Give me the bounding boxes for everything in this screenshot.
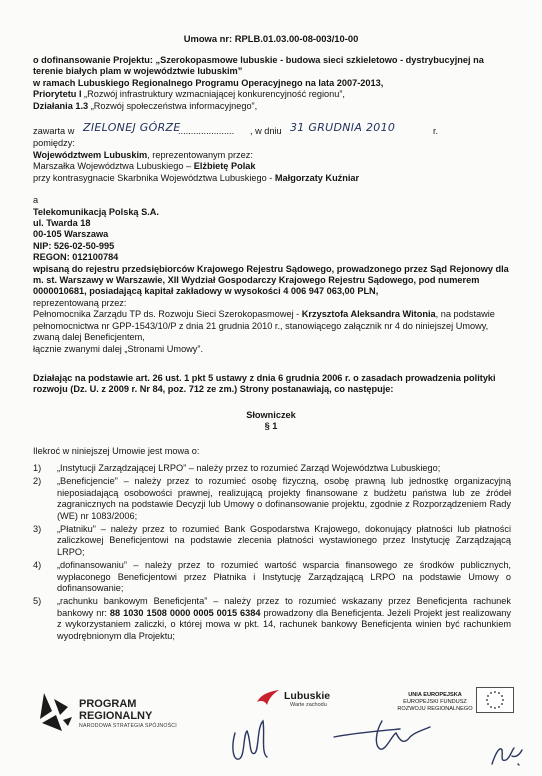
- definition-text: „Płatniku” – należy przez to rozumieć Bank Gospodarstwa Krajowego, dokonujący płatności lub płatności zaliczkowej Beneficjentowi na podstawie zlecenia płatności wystawionego przez Instytucję Zarządzającą LRPO;: [57, 524, 511, 557]
- party1-countersign: [33, 173, 511, 184]
- intro-line-4: [33, 89, 511, 100]
- on-day-label: , w dniu: [250, 126, 282, 136]
- eu-label-line-2: EUROPEJSKI FUNDUSZ: [403, 699, 467, 705]
- handwritten-signature-2: [330, 715, 440, 755]
- lubuskie-logo-name: Lubuskie: [284, 690, 331, 702]
- party2-registry-2: m. st. Warszawy w Warszawie, XII Wydział Gospodarczy Krajowego Rejestru Sądowego, pod numerem: [33, 275, 480, 286]
- section-title: Słowniczek: [246, 410, 296, 420]
- definition-item: [33, 596, 511, 642]
- party2-registry-3: 0000010681, posiadającą kapitał zakładowy w wysokości 4 006 947 063,00 PLN,: [33, 286, 379, 297]
- between-label: pomiędzy:: [33, 138, 75, 148]
- party1-representative: [33, 161, 511, 172]
- party1-countersign-name: Małgorzaty Kuźniar: [274, 172, 360, 183]
- party2-proxy-doc: pełnomocnictwa nr GPP-1543/10/P z dnia 21 grudnia 2010 r., stanowiącego załącznik nr 4 do niniejszej Umowy,: [33, 320, 489, 331]
- eu-label-line-1: UNIA EUROPEJSKA: [408, 692, 462, 698]
- party2-proxy-text: Pełnomocnika Zarządu TP ds. Rozwoju Sieci Szerokopasmowej -: [33, 309, 302, 320]
- contract-parties: [33, 150, 511, 355]
- program-regionalny-line-3: NARODOWA STRATEGIA SPÓJNOŚCI: [79, 723, 177, 729]
- action-label: Działania 1.3: [33, 100, 89, 111]
- parties-jointly: łącznie zwanymi dalej „Stronami Umowy”.: [33, 343, 204, 354]
- intro-line-5: [33, 101, 511, 112]
- handwritten-date: 31 GRUDNIA 2010: [290, 121, 396, 134]
- eu-flag-icon: [476, 687, 514, 713]
- legal-basis-line-1: Działając na podstawie art. 26 ust. 1 pkt 5 ustawy z dnia 6 grudnia 2006 r. o zasadach prowadzenia polityki: [33, 373, 496, 383]
- party2-street: ul. Twarda 18: [33, 218, 91, 229]
- definition-number: 1): [33, 463, 42, 473]
- party1-name-bold: Województwem Lubuskim: [33, 150, 148, 160]
- priority-text: „Rozwój infrastruktury wzmacniającej konkurencyjność regionu”,: [81, 89, 345, 100]
- legal-basis-line-2: rozwoju (Dz. U. z 2009 r. Nr 84, poz. 712 ze zm.) Strony postanawiają, co następuje:: [33, 384, 394, 395]
- definition-text: „dofinansowaniu” – należy przez to rozumieć wartość wsparcia finansowego ze środków publicznych, wypłaconego Beneficjentowi przez Płatnika i Instytucję Zarządzającą LRPO na podstawie Umowy o dofinansowanie;: [57, 560, 511, 594]
- definition-item: [33, 560, 511, 594]
- definition-text: [57, 596, 511, 642]
- place-dots: ......................: [178, 126, 235, 136]
- party2-registry-1: wpisaną do rejestru przedsiębiorców Krajowego Rejestru Sądowego, prowadzonego przez Sąd Rejonowy dla: [33, 263, 509, 274]
- section-paragraph-number: § 1: [264, 421, 278, 432]
- party1-rep-name: Elżbietę Polak: [193, 161, 256, 172]
- footer-logos: [0, 685, 542, 776]
- party1-name: [33, 150, 511, 161]
- definition-number: 5): [33, 596, 42, 607]
- definition-number: 2): [33, 476, 42, 487]
- definition-item: [33, 476, 511, 522]
- bank-account-number: 88 1030 1508 0000 0005 0015 6384: [109, 607, 261, 618]
- party2-city: 00-105 Warszawa: [33, 229, 109, 240]
- party1-name-rest: , reprezentowanym przez:: [147, 150, 253, 160]
- contract-intro: [33, 55, 511, 112]
- party2-proxy-post: , na podstawie: [435, 309, 495, 320]
- intro-line-1: o dofinansowanie Projektu: „Szerokopasmowe lubuskie - budowa sieci szkieletowo - dystrybucyjnej na: [33, 55, 484, 65]
- definition-text: „Beneficjencie” – należy przez to rozumieć osobę fizyczną, osobę prawną lub jednostkę organizacyjną nieposiadającą osobowości prawnej, realizującą projekty finansowane z budżetu państwa lub ze źródeł zagranicznych na podstawie Decyzji lub Umowy o dofinansowanie projektu, zgodnie z Rozporządzeniem Rady (WE) nr 1083/2006;: [57, 476, 511, 521]
- party1-rep-text: Marszałka Województwa Lubuskiego –: [33, 161, 194, 172]
- definition-text-pre: „rachunku bankowym Beneficjenta” – należy przez to rozumieć wskazany przez Beneficjenta rachunek bankowy nr:: [57, 596, 511, 618]
- party2-proxy-name: Krzysztofa Aleksandra Witonia: [301, 309, 436, 320]
- program-regionalny-line-1: PROGRAM: [79, 698, 137, 710]
- lubuskie-logo-slogan: Warte zachodu: [290, 702, 327, 708]
- definitions-intro: Ilekroć w niniejszej Umowie jest mowa o:: [33, 446, 200, 456]
- definition-item: [33, 524, 511, 558]
- lubuskie-logo-icon: [255, 687, 281, 707]
- intro-line-3: w ramach Lubuskiego Regionalnego Programu Operacyjnego na lata 2007-2013,: [33, 77, 384, 88]
- year-suffix: r.: [433, 126, 439, 136]
- party2-proxy: [33, 309, 511, 320]
- party1-countersign-text: przy kontrasygnacie Skarbnika Województwa Lubuskiego -: [33, 172, 275, 183]
- party2-name: Telekomunikacją Polską S.A.: [33, 206, 159, 217]
- place-date-line: [33, 121, 511, 148]
- definition-item: [33, 463, 511, 474]
- party2-represented-by: reprezentowaną przez:: [33, 297, 127, 308]
- definition-number: 3): [33, 524, 42, 535]
- intro-line-2: terenie białych plam w województwie lubuskim”: [33, 66, 243, 77]
- legal-basis: [33, 373, 511, 396]
- definition-text: „Instytucji Zarządzającej LRPO” – należy przez to rozumieć Zarząd Województwa Lubuskiego;: [57, 463, 441, 473]
- handwritten-signature-1: [225, 713, 285, 769]
- party2-called: zwaną dalej Beneficjentem,: [33, 332, 145, 343]
- action-text: „Rozwój społeczeństwa informacyjnego”,: [88, 100, 258, 111]
- concluded-in-label: zawarta w: [33, 126, 75, 136]
- definition-number: 4): [33, 560, 42, 571]
- party2-regon: REGON: 012100784: [33, 252, 119, 263]
- party2-nip: NIP: 526-02-50-995: [33, 240, 115, 251]
- eu-label-line-3: ROZWOJU REGIONALNEGO: [397, 706, 473, 712]
- definitions-list: [33, 463, 511, 644]
- definition-text-post: prowadzony dla Beneficjenta. Jeżeli Projekt jest realizowany z wykorzystaniem zaliczki, o której mowa w pkt. 14, rachunek bankowy Beneficjenta winien być rachunkiem wyodrębnionym dla Projektu;: [57, 607, 512, 641]
- priority-label: Priorytetu I: [33, 89, 82, 100]
- program-regionalny-line-2: REGIONALNY: [79, 710, 153, 722]
- program-regionalny-logo-icon: [38, 693, 74, 733]
- conjunction-a: a: [33, 195, 39, 206]
- document-number: Umowa nr: RPLB.01.03.00-08-003/10-00: [183, 33, 359, 44]
- handwritten-initials: [488, 740, 528, 770]
- handwritten-place: ZIELONEJ GÓRZE: [83, 121, 181, 134]
- section-heading: [0, 410, 542, 433]
